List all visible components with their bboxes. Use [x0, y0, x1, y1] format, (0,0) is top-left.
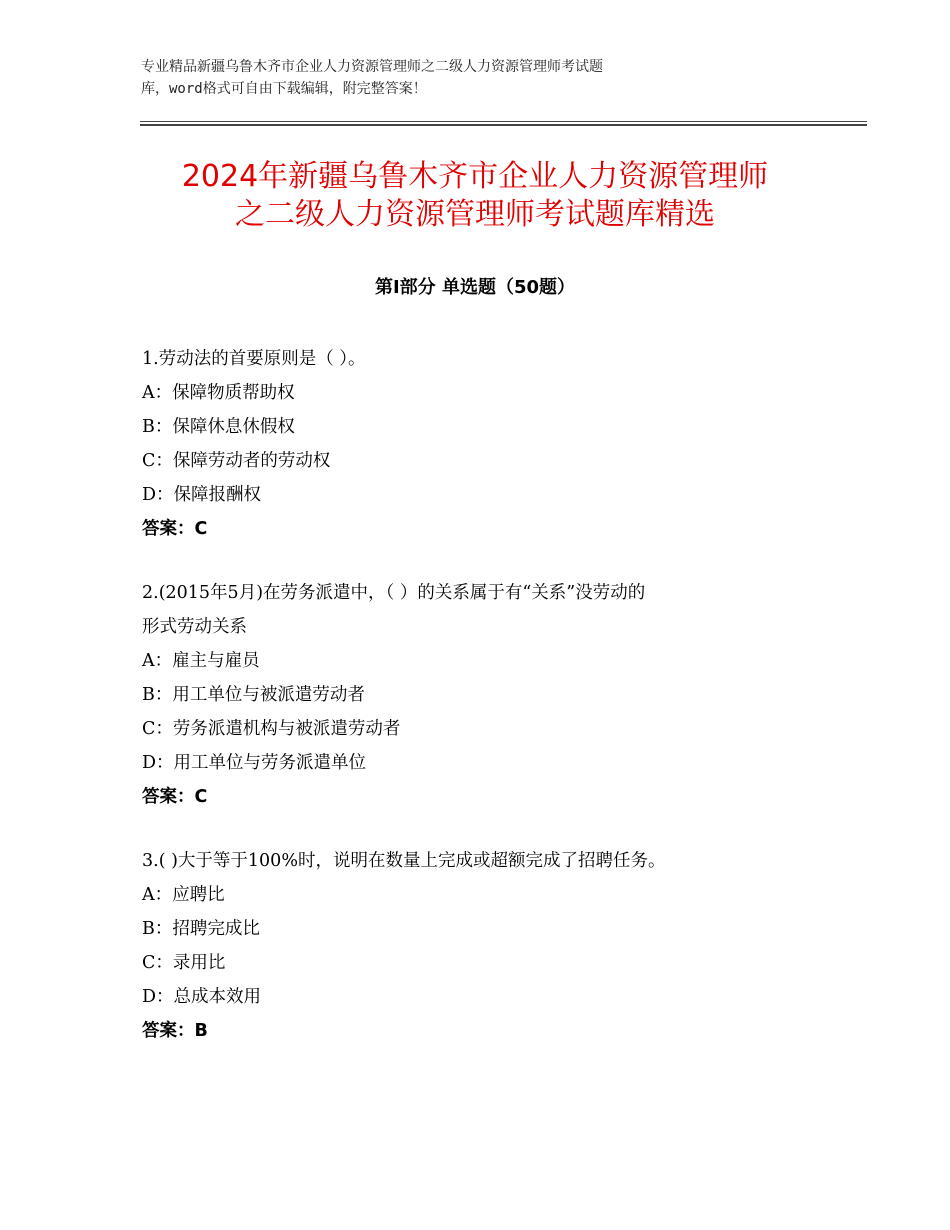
header-note-line-2: 库，word格式可自由下载编辑，附完整答案！ — [141, 81, 427, 97]
question-stem-continued: 形式劳动关系 — [142, 617, 247, 637]
option-c: C：劳务派遣机构与被派遣劳动者 — [142, 719, 401, 739]
question-stem: 2.(2015年5月)在劳务派遣中，（ ）的关系属于有“关系”没劳动的 — [142, 583, 646, 603]
document-title-line-1: 2024年新疆乌鲁木齐市企业人力资源管理师 — [181, 159, 769, 194]
question-list — [142, 342, 842, 1078]
question-stem: 3.( )大于等于100%时，说明在数量上完成或超额完成了招聘任务。 — [142, 851, 666, 871]
header-note — [141, 56, 841, 100]
header-divider-thick — [140, 124, 867, 126]
header-note-line-1: 专业精品新疆乌鲁木齐市企业人力资源管理师之二级人力资源管理师考试题 — [141, 59, 603, 75]
question-1 — [142, 342, 842, 546]
option-b: B：用工单位与被派遣劳动者 — [142, 685, 365, 705]
option-d: D：用工单位与劳务派遣单位 — [142, 753, 367, 773]
document-title-line-2: 之二级人力资源管理师考试题库精选 — [235, 197, 715, 232]
question-3 — [142, 844, 842, 1048]
option-a: A：保障物质帮助权 — [142, 383, 295, 403]
question-stem: 1.劳动法的首要原则是（ ）。 — [142, 349, 366, 369]
option-c: C：录用比 — [142, 953, 226, 973]
option-c: C：保障劳动者的劳动权 — [142, 451, 331, 471]
answer-label: 答案：C — [142, 787, 208, 807]
question-2 — [142, 576, 842, 814]
header-divider-thin — [140, 121, 867, 122]
option-b: B：招聘完成比 — [142, 919, 260, 939]
option-d: D：总成本效用 — [142, 987, 262, 1007]
option-b: B：保障休息休假权 — [142, 417, 295, 437]
section-title: 第Ⅰ部分 单选题（50题） — [374, 277, 575, 298]
option-a: A：雇主与雇员 — [142, 651, 260, 671]
option-a: A：应聘比 — [142, 885, 225, 905]
answer-label: 答案：B — [142, 1021, 208, 1041]
document-title — [60, 158, 890, 234]
option-d: D：保障报酬权 — [142, 485, 262, 505]
answer-label: 答案：C — [142, 519, 208, 539]
